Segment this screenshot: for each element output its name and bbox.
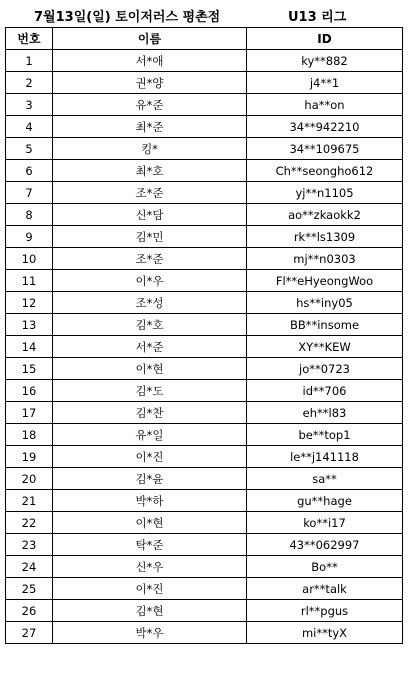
- table-row: [6, 204, 403, 226]
- table-row: [6, 292, 403, 314]
- cell-name: 박*우: [53, 622, 247, 644]
- table-row: [6, 314, 403, 336]
- cell-number: 26: [6, 600, 53, 622]
- table-row: [6, 578, 403, 600]
- cell-number: 18: [6, 424, 53, 446]
- table-row: [6, 512, 403, 534]
- cell-number: 14: [6, 336, 53, 358]
- cell-name: 유*일: [53, 424, 247, 446]
- table-row: [6, 402, 403, 424]
- cell-number: 13: [6, 314, 53, 336]
- cell-number: 5: [6, 138, 53, 160]
- cell-name: 유*준: [53, 94, 247, 116]
- cell-name: 킹*: [53, 138, 247, 160]
- cell-id: id**706: [247, 380, 403, 402]
- sheet-header: [0, 0, 408, 27]
- cell-id: mi**tyX: [247, 622, 403, 644]
- cell-id: 34**942210: [247, 116, 403, 138]
- cell-id: gu**hage: [247, 490, 403, 512]
- cell-id: ha**on: [247, 94, 403, 116]
- cell-number: 19: [6, 446, 53, 468]
- cell-id: be**top1: [247, 424, 403, 446]
- table-row: [6, 226, 403, 248]
- cell-id: sa**: [247, 468, 403, 490]
- cell-number: 6: [6, 160, 53, 182]
- table-row: [6, 94, 403, 116]
- cell-name: 김*도: [53, 380, 247, 402]
- cell-id: BB**insome: [247, 314, 403, 336]
- cell-name: 조*준: [53, 248, 247, 270]
- cell-number: 3: [6, 94, 53, 116]
- cell-name: 최*준: [53, 116, 247, 138]
- cell-number: 21: [6, 490, 53, 512]
- cell-name: 이*우: [53, 270, 247, 292]
- cell-name: 조*준: [53, 182, 247, 204]
- cell-name: 탁*준: [53, 534, 247, 556]
- cell-name: 김*민: [53, 226, 247, 248]
- table-row: [6, 468, 403, 490]
- cell-id: ao**zkaokk2: [247, 204, 403, 226]
- cell-id: Fl**eHyeongWoo: [247, 270, 403, 292]
- cell-name: 이*진: [53, 578, 247, 600]
- table-row: [6, 622, 403, 644]
- cell-number: 22: [6, 512, 53, 534]
- event-title: 7월13일(일) 토이저러스 평촌점: [34, 10, 221, 25]
- table-row: [6, 446, 403, 468]
- cell-number: 24: [6, 556, 53, 578]
- column-header-name: 이름: [53, 28, 247, 50]
- cell-number: 1: [6, 50, 53, 72]
- participant-table: [5, 27, 403, 644]
- cell-number: 8: [6, 204, 53, 226]
- table-row: [6, 182, 403, 204]
- cell-name: 김*찬: [53, 402, 247, 424]
- cell-number: 7: [6, 182, 53, 204]
- cell-id: mj**n0303: [247, 248, 403, 270]
- cell-number: 16: [6, 380, 53, 402]
- cell-number: 2: [6, 72, 53, 94]
- cell-name: 조*성: [53, 292, 247, 314]
- cell-number: 27: [6, 622, 53, 644]
- cell-number: 15: [6, 358, 53, 380]
- cell-name: 이*현: [53, 512, 247, 534]
- cell-number: 4: [6, 116, 53, 138]
- column-header-number: 번호: [6, 28, 53, 50]
- table-row: [6, 490, 403, 512]
- table-row: [6, 72, 403, 94]
- table-row: [6, 358, 403, 380]
- cell-number: 11: [6, 270, 53, 292]
- cell-id: 43**062997: [247, 534, 403, 556]
- cell-number: 17: [6, 402, 53, 424]
- table-row: [6, 270, 403, 292]
- table-row: [6, 160, 403, 182]
- cell-name: 권*양: [53, 72, 247, 94]
- cell-number: 10: [6, 248, 53, 270]
- league-title: U13 리그: [288, 10, 347, 25]
- table-row: [6, 138, 403, 160]
- table-row: [6, 424, 403, 446]
- cell-id: ar**talk: [247, 578, 403, 600]
- cell-id: ky**882: [247, 50, 403, 72]
- table-row: [6, 248, 403, 270]
- table-row: [6, 50, 403, 72]
- cell-id: rl**pgus: [247, 600, 403, 622]
- cell-id: ko**i17: [247, 512, 403, 534]
- table-row: [6, 116, 403, 138]
- cell-number: 20: [6, 468, 53, 490]
- column-header-id: ID: [247, 28, 403, 50]
- cell-name: 이*진: [53, 446, 247, 468]
- cell-name: 신*담: [53, 204, 247, 226]
- cell-name: 김*윤: [53, 468, 247, 490]
- cell-number: 12: [6, 292, 53, 314]
- cell-name: 김*호: [53, 314, 247, 336]
- cell-name: 신*우: [53, 556, 247, 578]
- cell-id: XY**KEW: [247, 336, 403, 358]
- cell-name: 서*준: [53, 336, 247, 358]
- table-row: [6, 336, 403, 358]
- cell-name: 이*현: [53, 358, 247, 380]
- cell-id: le**j141118: [247, 446, 403, 468]
- table-row: [6, 600, 403, 622]
- cell-id: Ch**seongho612: [247, 160, 403, 182]
- cell-id: yj**n1105: [247, 182, 403, 204]
- cell-name: 박*하: [53, 490, 247, 512]
- cell-name: 김*현: [53, 600, 247, 622]
- cell-id: 34**109675: [247, 138, 403, 160]
- table-header-row: [6, 28, 403, 50]
- cell-id: jo**0723: [247, 358, 403, 380]
- cell-name: 최*호: [53, 160, 247, 182]
- table-row: [6, 534, 403, 556]
- cell-number: 25: [6, 578, 53, 600]
- table-row: [6, 556, 403, 578]
- cell-id: hs**iny05: [247, 292, 403, 314]
- cell-id: j4**1: [247, 72, 403, 94]
- table-row: [6, 380, 403, 402]
- cell-id: eh**l83: [247, 402, 403, 424]
- cell-number: 23: [6, 534, 53, 556]
- cell-number: 9: [6, 226, 53, 248]
- cell-id: rk**ls1309: [247, 226, 403, 248]
- cell-id: Bo**: [247, 556, 403, 578]
- cell-name: 서*애: [53, 50, 247, 72]
